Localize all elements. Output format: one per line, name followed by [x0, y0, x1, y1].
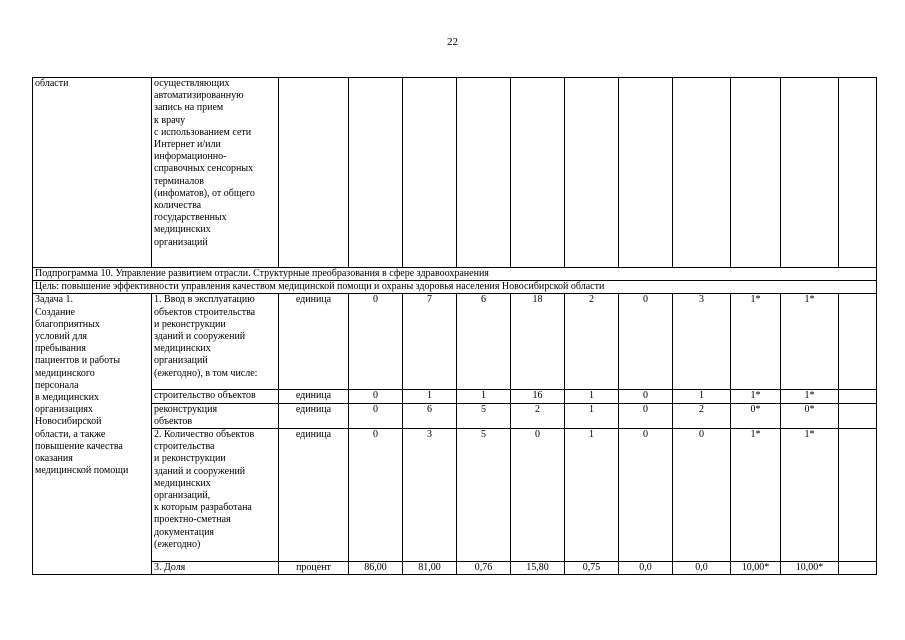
unit-cell: единица: [279, 390, 349, 403]
value-cell: [839, 294, 877, 390]
text-line: в медицинских: [35, 392, 99, 404]
text-line: 3. Доля: [154, 562, 186, 574]
value-cell: 1: [565, 429, 619, 562]
value-cell: 7: [403, 294, 457, 390]
text-line: 1. Ввод в эксплуатацию: [154, 294, 255, 306]
value-cell: 0: [349, 429, 403, 562]
unit-cell: единица: [279, 429, 349, 562]
text-line: проектно-сметная: [154, 514, 231, 526]
text-line: персонала: [35, 379, 79, 391]
indicator-cell: [152, 429, 279, 562]
value-cell: 0*: [731, 403, 781, 428]
table-row: [33, 390, 877, 403]
value-cell: 1*: [781, 390, 839, 403]
value-cell: 2: [673, 403, 731, 428]
value-cell: 2: [511, 403, 565, 428]
text-line: автоматизированную: [154, 90, 244, 102]
value-cell: 1*: [731, 294, 781, 390]
value-cell: 0,75: [565, 562, 619, 575]
text-line: и реконструкции: [154, 453, 226, 465]
value-cell: 1: [673, 390, 731, 403]
indicators-table: [32, 77, 877, 575]
text-line: государственных: [154, 212, 227, 224]
value-cell: 16: [511, 390, 565, 403]
task-cell-continued: [33, 78, 152, 268]
value-cell: 0: [619, 390, 673, 403]
text-line: с использованием сети: [154, 126, 252, 138]
value-cell: 0,0: [619, 562, 673, 575]
text-line: пребывания: [35, 343, 86, 355]
value-cell: 1: [565, 390, 619, 403]
indicator-cell: [152, 294, 279, 390]
value-cell: 0*: [781, 403, 839, 428]
text-line: оказания: [35, 453, 73, 465]
value-cell: 10,00*: [781, 562, 839, 575]
text-line: терминалов: [154, 175, 204, 187]
text-line: Интернет и/или: [154, 139, 221, 151]
text-line: и реконструкции: [154, 318, 226, 330]
text-line: медицинских: [154, 477, 211, 489]
value-cell: 0,76: [457, 562, 511, 575]
page-number: 22: [447, 36, 458, 48]
value-cell: 0: [349, 390, 403, 403]
text-line: организациях: [35, 404, 93, 416]
goal-title: Цель: повышение эффективности управления качеством медицинской помощи и охраны здоровья населения Новосибирской области: [33, 281, 877, 294]
value-cell: 0: [673, 429, 731, 562]
text-line: запись на прием: [154, 102, 224, 114]
text-line: количества: [154, 200, 202, 212]
value-cell: 0: [619, 429, 673, 562]
value-cell: 6: [457, 294, 511, 390]
unit-cell: единица: [279, 403, 349, 428]
indicator-cell: [152, 390, 279, 403]
value-cell: 81,00: [403, 562, 457, 575]
value-cell: 1: [565, 403, 619, 428]
continuation-row: [33, 78, 877, 268]
unit-cell: единица: [279, 294, 349, 390]
value-cell: 3: [403, 429, 457, 562]
text-line: строительство объектов: [154, 390, 256, 402]
goal-row: [33, 281, 877, 294]
table-row: [33, 429, 877, 562]
text-line: справочных сенсорных: [154, 163, 254, 175]
value-cell: 1: [403, 390, 457, 403]
value-cell: 0: [619, 403, 673, 428]
value-cell: 1*: [781, 294, 839, 390]
text-line: 2. Количество объектов: [154, 429, 255, 441]
text-line: зданий и сооружений: [154, 465, 246, 477]
text-line: медицинских: [154, 343, 211, 355]
text-line: к врачу: [154, 114, 186, 126]
text-line: Задача 1.: [35, 294, 74, 306]
text-line: организаций: [154, 355, 208, 367]
text-line: (инфоматов), от общего: [154, 187, 255, 199]
value-cell: 0: [619, 294, 673, 390]
indicator-cell-continued: [152, 78, 279, 268]
value-cell: 2: [565, 294, 619, 390]
text-line: (ежегодно): [154, 538, 201, 550]
value-cell: 18: [511, 294, 565, 390]
text-line: медицинской помощи: [35, 465, 129, 477]
text-line: документация: [154, 526, 215, 538]
value-cell: 0: [511, 429, 565, 562]
value-cell: 1: [457, 390, 511, 403]
table-row: [33, 562, 877, 575]
text-line: медицинских: [154, 224, 211, 236]
value-cell: 6: [403, 403, 457, 428]
table-row: [33, 403, 877, 428]
indicator-cell: [152, 562, 279, 575]
text-line: реконструкция: [154, 403, 218, 415]
text-line: условий для: [35, 331, 88, 343]
text-line: пациентов и работы: [35, 355, 121, 367]
text-line: повышение качества: [35, 440, 123, 452]
value-cell: 5: [457, 403, 511, 428]
text-line: благоприятных: [35, 318, 100, 330]
text-line: организаций,: [154, 490, 211, 502]
value-cell: 5: [457, 429, 511, 562]
text-line: области, а также: [35, 428, 106, 440]
text-line: объектов: [154, 415, 193, 427]
unit-cell: процент: [279, 562, 349, 575]
value-cell: 10,00*: [731, 562, 781, 575]
text-line: области: [35, 78, 69, 89]
value-cell: 86,00: [349, 562, 403, 575]
text-line: (ежегодно), в том числе:: [154, 367, 258, 379]
value-cell: [839, 429, 877, 562]
subprogram-title: Подпрограмма 10. Управление развитием отрасли. Структурные преобразования в сфере здравоохранения: [33, 268, 877, 281]
text-line: строительства: [154, 441, 215, 453]
value-cell: [839, 562, 877, 575]
value-cell: 1*: [731, 390, 781, 403]
value-cell: 0: [349, 403, 403, 428]
table-row: [33, 294, 877, 390]
text-line: осуществляющих: [154, 78, 230, 89]
indicator-cell: [152, 403, 279, 428]
value-cell: 1*: [781, 429, 839, 562]
value-cell: 0,0: [673, 562, 731, 575]
value-cell: [839, 403, 877, 428]
value-cell: 3: [673, 294, 731, 390]
subprogram-row: [33, 268, 877, 281]
text-line: к которым разработана: [154, 502, 252, 514]
text-line: зданий и сооружений: [154, 331, 246, 343]
text-line: организаций: [154, 236, 208, 248]
text-line: информационно-: [154, 151, 227, 163]
value-cell: 0: [349, 294, 403, 390]
value-cell: 15,80: [511, 562, 565, 575]
value-cell: [839, 390, 877, 403]
task-cell: [33, 294, 152, 575]
text-line: Новосибирской: [35, 416, 102, 428]
text-line: объектов строительства: [154, 306, 256, 318]
text-line: Создание: [35, 306, 76, 318]
value-cell: 1*: [731, 429, 781, 562]
text-line: медицинского: [35, 367, 95, 379]
